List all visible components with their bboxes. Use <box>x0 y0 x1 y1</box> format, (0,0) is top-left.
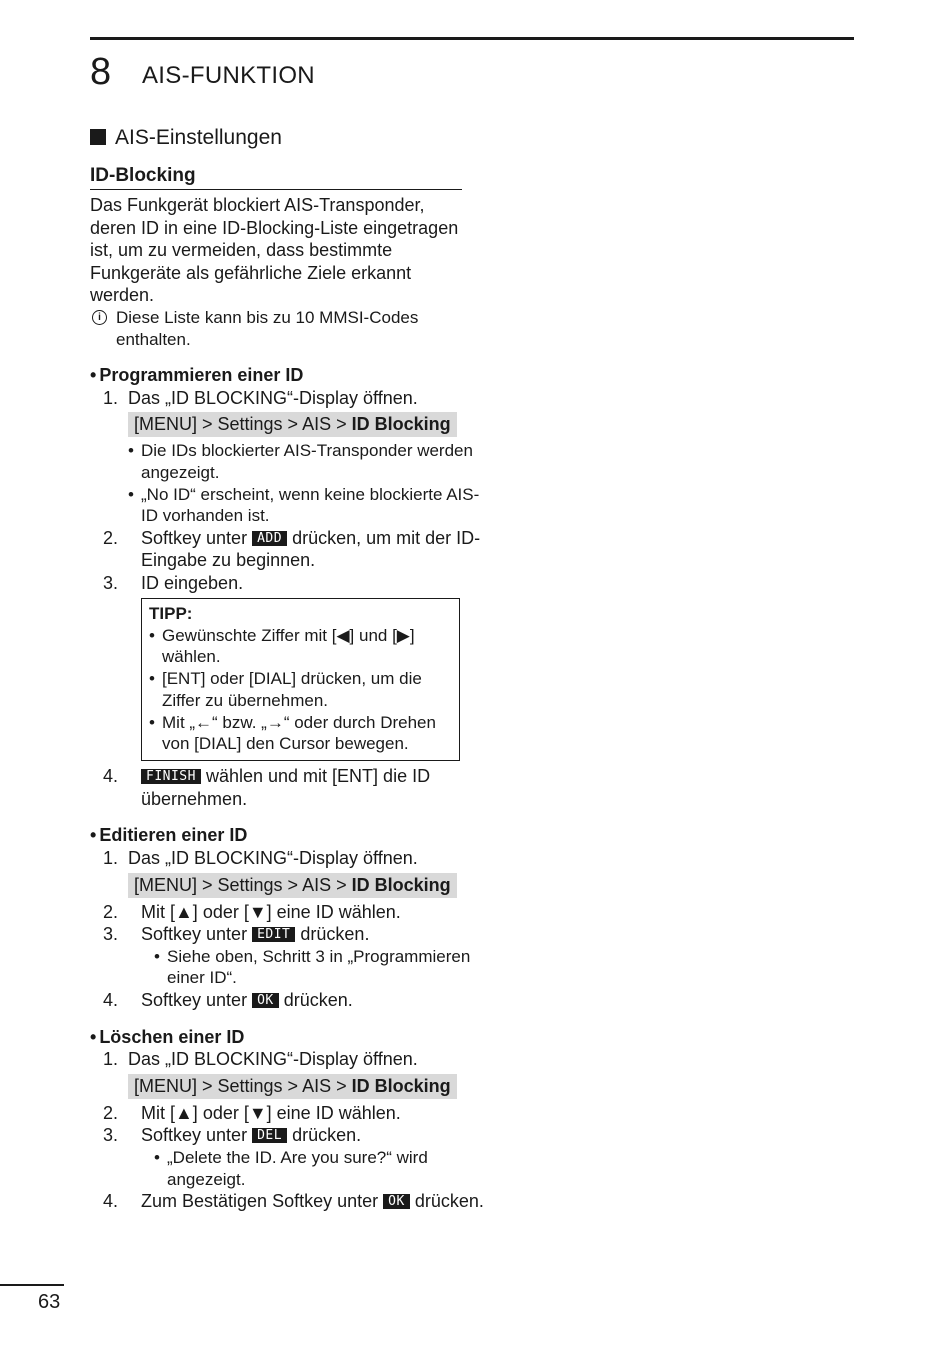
edit-softkey: EDIT <box>252 927 295 942</box>
intro-paragraph: Das Funkgerät blockiert AIS-Transponder, deren ID in eine ID-Blocking-Liste eingetragen ist, um zu vermeiden, dass bestimmte Funkgeräte als gefährliche Ziele erkannt werden. <box>90 195 459 306</box>
tip-title: TIPP: <box>149 603 193 623</box>
edit-bullet-1: • Siehe oben, Schritt 3 in „Programmieren einer ID“. <box>154 946 471 988</box>
tip-box <box>141 598 460 762</box>
chapter-number: 8 <box>90 51 112 93</box>
program-bullet-1: • Die IDs blockierter AIS-Transponder werden angezeigt. <box>128 441 473 482</box>
edit-menu-path: [MENU] > Settings > AIS > ID Blocking <box>128 873 457 898</box>
program-title: Programmieren einer ID <box>99 365 304 386</box>
top-rule <box>90 37 854 40</box>
delete-step-4: 4. Zum Bestätigen Softkey unter OK drücken. <box>103 1191 484 1212</box>
square-bullet-icon <box>90 129 106 145</box>
edit-step-2: 2. Mit [▲] oder [▼] eine ID wählen. <box>103 901 401 922</box>
page-number-rule <box>0 1284 64 1286</box>
tip-item-2: • [ENT] oder [DIAL] drücken, um die Ziffer zu übernehmen. <box>149 669 422 710</box>
add-softkey: ADD <box>252 531 287 546</box>
tip-item-1: • Gewünschte Ziffer mit [◀] und [▶] wählen. <box>149 625 415 667</box>
program-heading: • Programmieren einer ID <box>90 365 304 386</box>
content-column <box>90 164 490 1213</box>
info-text: Diese Liste kann bis zu 10 MMSI-Codes enthalten. <box>116 307 419 349</box>
program-bullet-2: • „No ID“ erscheint, wenn keine blockierte AIS-ID vorhanden ist. <box>128 484 480 526</box>
finish-softkey: FINISH <box>141 769 201 784</box>
chapter-title: AIS-FUNKTION <box>142 62 315 89</box>
program-step-4: 4. FINISH wählen und mit [ENT] die ID übernehmen. <box>103 766 431 809</box>
page-number: 63 <box>38 1291 61 1313</box>
tip-item-3: • Mit „←“ bzw. „→“ oder durch Drehen von [DIAL] den Cursor bewegen. <box>149 712 436 754</box>
edit-step-3: 3. Softkey unter EDIT drücken. <box>103 924 370 945</box>
info-icon: i <box>92 310 107 325</box>
program-menu-path: [MENU] > Settings > AIS > ID Blocking <box>128 412 457 437</box>
delete-step-2: 2. Mit [▲] oder [▼] eine ID wählen. <box>103 1102 401 1123</box>
edit-heading: • Editieren einer ID <box>90 825 248 846</box>
section-heading <box>90 124 282 152</box>
delete-step-3: 3. Softkey unter DEL drücken. <box>103 1125 362 1146</box>
program-step-3: 3. ID eingeben. <box>103 572 244 593</box>
program-step-2: 2. Softkey unter ADD drücken, um mit der ID-Eingabe zu beginnen. <box>103 527 481 571</box>
delete-bullet-1: • „Delete the ID. Are you sure?“ wird angezeigt. <box>154 1148 428 1189</box>
edit-step-1: 1. Das „ID BLOCKING“-Display öffnen. <box>103 848 418 869</box>
ok-softkey: OK <box>252 993 279 1008</box>
program-step-1: 1. Das „ID BLOCKING“-Display öffnen. <box>103 387 418 408</box>
delete-title: Löschen einer ID <box>99 1026 245 1047</box>
edit-step-4: 4. Softkey unter OK drücken. <box>103 990 353 1011</box>
info-note <box>90 307 476 350</box>
delete-step-1: 1. Das „ID BLOCKING“-Display öffnen. <box>103 1049 418 1070</box>
del-softkey: DEL <box>252 1128 287 1143</box>
section-title: AIS-Einstellungen <box>115 126 282 149</box>
subsection-title: ID-Blocking <box>90 164 462 190</box>
edit-title: Editieren einer ID <box>99 825 248 846</box>
delete-heading: • Löschen einer ID <box>90 1026 245 1047</box>
ok-softkey: OK <box>383 1194 410 1209</box>
delete-menu-path: [MENU] > Settings > AIS > ID Blocking <box>128 1074 457 1099</box>
